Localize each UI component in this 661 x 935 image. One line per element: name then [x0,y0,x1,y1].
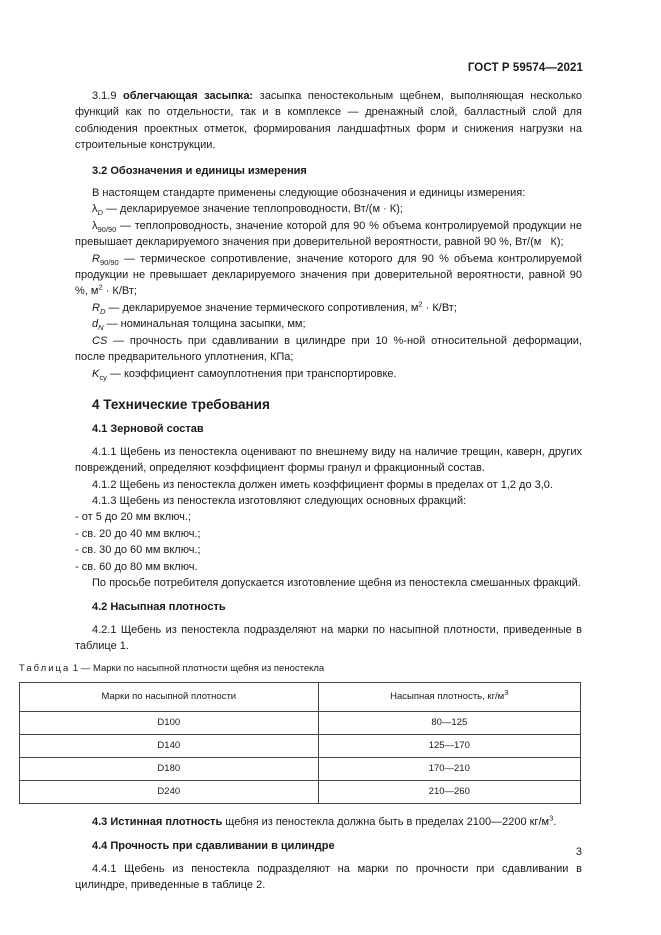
clause-3-1-9 [75,88,582,154]
clause-4-1-3: 4.1.3 Щебень из пеностекла изготовляют следующих основных фракций: [92,494,467,507]
symbol-k-su: $K_{су}$ — коэффициент самоуплотнения при транспортировке. [92,367,397,382]
clause-4-1-2: 4.1.2 Щебень из пеностекла должен иметь коэффициент формы в пределах от 1,2 до 3,0. [92,478,553,491]
term: облегчающая засыпка: [123,90,254,102]
symbol-lambda-d: $\lambda_D$ — декларируемое значение теплопроводности, Вт/(м · К); [92,203,403,218]
clause-4-2-1: 4.2.1 Щебень из пеностекла подразделяют на марки по насыпной плотности, приведенные в таблице 1. [75,623,582,653]
section-3-2-title: 3.2 Обозначения и единицы измерения [92,164,307,177]
table-row: D180 170—210 [20,758,581,781]
symbol-r-d: $R_D$ — декларируемое значение термического сопротивления, $м^2 \cdot К/Вт$; [92,299,457,317]
clause-4-3: 4.3 Истинная плотность щебня из пеностекла должна быть в пределах 2100—2200 $кг/м^3$. [92,813,557,828]
fraction-item: - св. 30 до 60 мм включ.; [75,544,201,557]
table-header-row [20,683,581,712]
section-4-title: 4 Технические требования [92,396,270,412]
fraction-item: - св. 60 до 80 мм включ. [75,560,198,573]
table-header-grade: Марки по насыпной плотности [20,683,319,712]
definition: засыпка пеностекольным щебнем, выполняющая несколько функций как по отдельности, так и в комплексе — дренажный слой, балластный слой для соблюдения проектных отметок, формирования ландшафтных форм и снижения нагрузки на строительные конструкции. [75,90,583,152]
clause-number: 3.1.9 [92,90,117,102]
table-1-caption: Таблица 1 — Марки по насыпной плотности щебня из пеностекла [19,662,325,674]
table-row: D140 125—170 [20,735,581,758]
table-row: D240 210—260 [20,781,581,804]
table-header-density: Насыпная плотность, $кг/м^3$ [318,683,580,712]
section-4-1-title: 4.1 Зерновой состав [92,423,204,436]
fraction-item: - св. 20 до 40 мм включ.; [75,527,201,540]
fraction-item: - от 5 до 20 мм включ.; [75,511,191,524]
document-body [19,88,583,894]
standard-code: ГОСТ Р 59574—2021 [467,62,583,74]
clause-4-1-note: По просьбе потребителя допускается изготовление щебня из пеностекла смешанных фракций. [92,576,581,589]
symbols-intro: В настоящем стандарте применены следующие обозначения и единицы измерения: [92,187,526,200]
clause-4-4-1: 4.4.1 Щебень из пеностекла подразделяют на марки по прочности при сдавливании в цилиндре, приведенные в таблице 2. [75,862,582,892]
section-4-4-title: 4.4 Прочность при сдавливании в цилиндре [92,840,335,853]
symbol-d-n: $d_N$ — номинальная толщина засыпки, мм; [92,318,306,333]
clause-4-1-1: 4.1.1 Щебень из пеностекла оценивают по внешнему виду на наличие трещин, каверн, других повреждений, определяют коэффициент формы гранул и фракционный состав. [75,445,582,475]
table-1 [19,682,581,804]
table-row: D100 80—125 [20,712,581,735]
symbol-cs: CS — прочность при сдавливании в цилиндре при 10 %-ной относительной деформации, после предварительного уплотнения, КПа; [75,334,582,364]
page-number: 3 [575,846,582,858]
section-4-2-title: 4.2 Насыпная плотность [92,601,226,614]
symbol-lambda-90-90: $\lambda_{90/90}$ — теплопроводность, значение которой для 90 % объема контролируемой продукции не превышает декларируемого значения при доверительной вероятности, равной 90 %, Вт/(м К); [75,219,582,249]
symbol-r-90-90: $R_{90/90}$ — термическое сопротивление, значение которого для 90 % объема контролируемой продукции не превышает декларируемого значения при доверительной вероятности, равной 90 %, $м^2 \cdot К/Вт$; [75,252,582,298]
